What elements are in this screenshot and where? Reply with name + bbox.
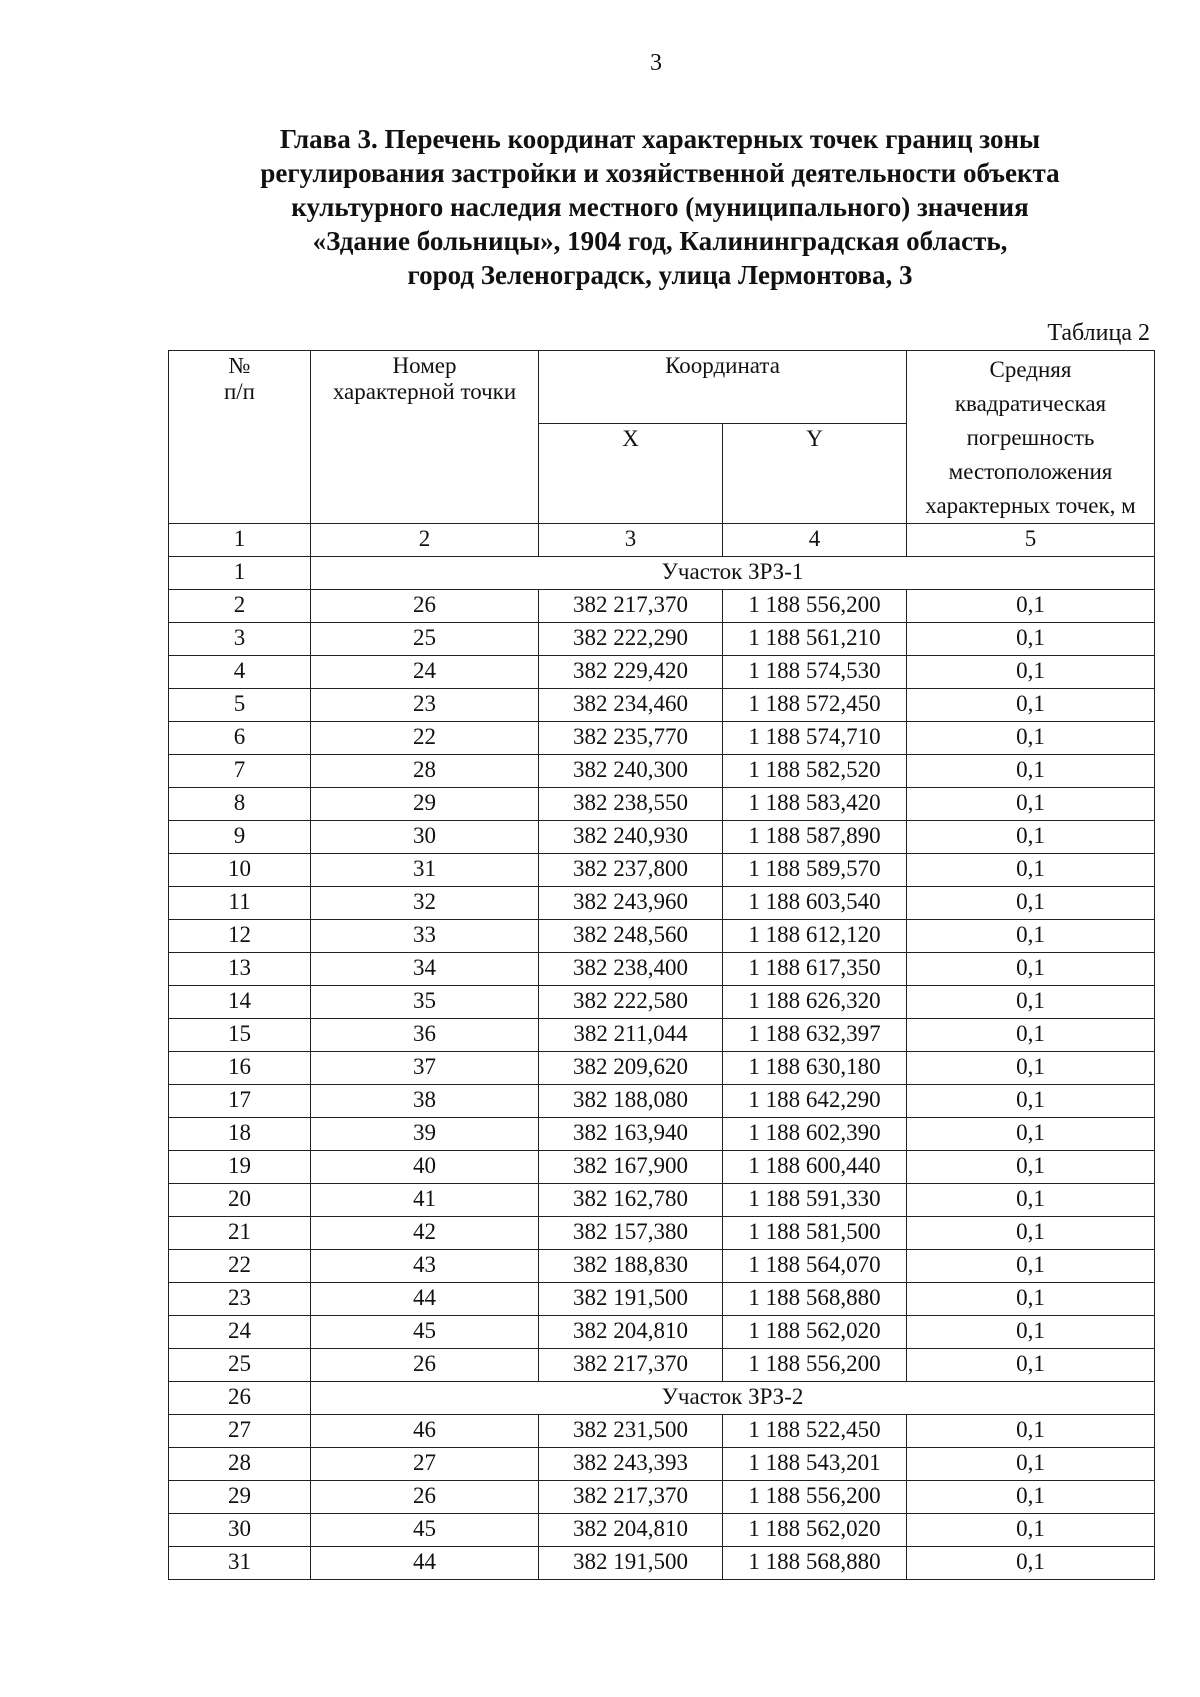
row-number: 13 xyxy=(169,953,311,986)
coord-y: 1 188 568,880 xyxy=(723,1283,907,1316)
coord-x: 382 217,370 xyxy=(539,1481,723,1514)
coord-x: 382 162,780 xyxy=(539,1184,723,1217)
table-row xyxy=(169,854,1155,887)
point-number: 37 xyxy=(311,1052,539,1085)
coord-y: 1 188 626,320 xyxy=(723,986,907,1019)
table-row xyxy=(169,1349,1155,1382)
mse-value: 0,1 xyxy=(907,1184,1155,1217)
mse-value: 0,1 xyxy=(907,1514,1155,1547)
header-coordinate: Координата xyxy=(539,351,907,424)
mse-value: 0,1 xyxy=(907,1250,1155,1283)
mse-value: 0,1 xyxy=(907,821,1155,854)
point-number: 44 xyxy=(311,1547,539,1580)
point-number: 36 xyxy=(311,1019,539,1052)
point-number: 23 xyxy=(311,689,539,722)
coord-y: 1 188 630,180 xyxy=(723,1052,907,1085)
table-row xyxy=(169,1283,1155,1316)
point-number: 30 xyxy=(311,821,539,854)
coord-y: 1 188 562,020 xyxy=(723,1514,907,1547)
row-number: 4 xyxy=(169,656,311,689)
coord-x: 382 248,560 xyxy=(539,920,723,953)
coord-y: 1 188 602,390 xyxy=(723,1118,907,1151)
table-row xyxy=(169,986,1155,1019)
heading-line: город Зеленоградск, улица Лермонтова, 3 xyxy=(407,260,913,290)
coord-x: 382 240,930 xyxy=(539,821,723,854)
coordinates-table xyxy=(168,350,1155,1580)
coord-x: 382 204,810 xyxy=(539,1316,723,1349)
table-row xyxy=(169,1547,1155,1580)
coord-x: 382 217,370 xyxy=(539,590,723,623)
header-num: № п/п xyxy=(169,351,311,524)
header-y: Y xyxy=(723,423,907,524)
table-row xyxy=(169,1184,1155,1217)
mse-value: 0,1 xyxy=(907,623,1155,656)
mse-value: 0,1 xyxy=(907,986,1155,1019)
mse-value: 0,1 xyxy=(907,788,1155,821)
document-heading xyxy=(180,122,1140,292)
coord-x: 382 209,620 xyxy=(539,1052,723,1085)
mse-value: 0,1 xyxy=(907,755,1155,788)
heading-line: Глава 3. Перечень координат характерных точек границ зоны xyxy=(279,124,1041,154)
mse-value: 0,1 xyxy=(907,1481,1155,1514)
point-number: 33 xyxy=(311,920,539,953)
point-number: 22 xyxy=(311,722,539,755)
table-row xyxy=(169,887,1155,920)
coord-x: 382 234,460 xyxy=(539,689,723,722)
row-number: 17 xyxy=(169,1085,311,1118)
point-number: 25 xyxy=(311,623,539,656)
header-point: Номер характерной точки xyxy=(311,351,539,524)
coord-y: 1 188 562,020 xyxy=(723,1316,907,1349)
point-number: 27 xyxy=(311,1448,539,1481)
coord-x: 382 222,290 xyxy=(539,623,723,656)
table-row xyxy=(169,590,1155,623)
coord-y: 1 188 574,530 xyxy=(723,656,907,689)
coord-y: 1 188 587,890 xyxy=(723,821,907,854)
row-number: 3 xyxy=(169,623,311,656)
point-number: 41 xyxy=(311,1184,539,1217)
mse-value: 0,1 xyxy=(907,1415,1155,1448)
coord-x: 382 157,380 xyxy=(539,1217,723,1250)
mse-value: 0,1 xyxy=(907,854,1155,887)
mse-value: 0,1 xyxy=(907,920,1155,953)
row-number: 29 xyxy=(169,1481,311,1514)
header-x: X xyxy=(539,423,723,524)
table-row xyxy=(169,1250,1155,1283)
row-number: 9 xyxy=(169,821,311,854)
table-row xyxy=(169,788,1155,821)
row-number: 18 xyxy=(169,1118,311,1151)
mse-value: 0,1 xyxy=(907,1217,1155,1250)
coord-y: 1 188 642,290 xyxy=(723,1085,907,1118)
point-number: 42 xyxy=(311,1217,539,1250)
table-row xyxy=(169,722,1155,755)
point-number: 26 xyxy=(311,1349,539,1382)
row-number: 27 xyxy=(169,1415,311,1448)
table-row xyxy=(169,953,1155,986)
row-number: 28 xyxy=(169,1448,311,1481)
table-row xyxy=(169,821,1155,854)
row-number: 10 xyxy=(169,854,311,887)
coord-y: 1 188 591,330 xyxy=(723,1184,907,1217)
section-title: Участок ЗРЗ-1 xyxy=(311,557,1155,590)
mse-value: 0,1 xyxy=(907,1448,1155,1481)
table-row xyxy=(169,755,1155,788)
coord-x: 382 163,940 xyxy=(539,1118,723,1151)
table-row xyxy=(169,1217,1155,1250)
coord-y: 1 188 600,440 xyxy=(723,1151,907,1184)
mse-value: 0,1 xyxy=(907,1547,1155,1580)
section-title: Участок ЗРЗ-2 xyxy=(311,1382,1155,1415)
coord-y: 1 188 556,200 xyxy=(723,1481,907,1514)
table-row xyxy=(169,689,1155,722)
point-number: 24 xyxy=(311,656,539,689)
column-number: 2 xyxy=(311,524,539,557)
point-number: 34 xyxy=(311,953,539,986)
table-header-row xyxy=(169,351,1155,424)
coord-x: 382 231,500 xyxy=(539,1415,723,1448)
point-number: 43 xyxy=(311,1250,539,1283)
coord-x: 382 191,500 xyxy=(539,1283,723,1316)
table-row xyxy=(169,1118,1155,1151)
table-row xyxy=(169,1415,1155,1448)
row-number: 26 xyxy=(169,1382,311,1415)
row-number: 7 xyxy=(169,755,311,788)
row-number: 11 xyxy=(169,887,311,920)
coord-x: 382 229,420 xyxy=(539,656,723,689)
mse-value: 0,1 xyxy=(907,1052,1155,1085)
table-row xyxy=(169,1481,1155,1514)
point-number: 46 xyxy=(311,1415,539,1448)
coord-y: 1 188 612,120 xyxy=(723,920,907,953)
table-row xyxy=(169,1448,1155,1481)
mse-value: 0,1 xyxy=(907,1019,1155,1052)
mse-value: 0,1 xyxy=(907,953,1155,986)
coord-y: 1 188 603,540 xyxy=(723,887,907,920)
point-number: 26 xyxy=(311,1481,539,1514)
point-number: 32 xyxy=(311,887,539,920)
point-number: 44 xyxy=(311,1283,539,1316)
header-mse: Средняя квадратическая погрешность местоположения характерных точек, м xyxy=(907,351,1155,524)
column-number-row xyxy=(169,524,1155,557)
row-number: 2 xyxy=(169,590,311,623)
point-number: 45 xyxy=(311,1316,539,1349)
mse-value: 0,1 xyxy=(907,722,1155,755)
coord-y: 1 188 568,880 xyxy=(723,1547,907,1580)
mse-value: 0,1 xyxy=(907,1118,1155,1151)
table-row xyxy=(169,623,1155,656)
mse-value: 0,1 xyxy=(907,1349,1155,1382)
table-row xyxy=(169,1316,1155,1349)
row-number: 14 xyxy=(169,986,311,1019)
coord-x: 382 211,044 xyxy=(539,1019,723,1052)
coord-y: 1 188 574,710 xyxy=(723,722,907,755)
row-number: 24 xyxy=(169,1316,311,1349)
mse-value: 0,1 xyxy=(907,590,1155,623)
mse-value: 0,1 xyxy=(907,1085,1155,1118)
coord-y: 1 188 572,450 xyxy=(723,689,907,722)
section-row xyxy=(169,557,1155,590)
row-number: 21 xyxy=(169,1217,311,1250)
coord-x: 382 243,960 xyxy=(539,887,723,920)
row-number: 30 xyxy=(169,1514,311,1547)
coord-x: 382 240,300 xyxy=(539,755,723,788)
coord-y: 1 188 589,570 xyxy=(723,854,907,887)
page-number: 3 xyxy=(650,50,662,76)
row-number: 22 xyxy=(169,1250,311,1283)
point-number: 26 xyxy=(311,590,539,623)
point-number: 39 xyxy=(311,1118,539,1151)
coord-x: 382 222,580 xyxy=(539,986,723,1019)
column-number: 4 xyxy=(723,524,907,557)
table-row xyxy=(169,1514,1155,1547)
coord-y: 1 188 632,397 xyxy=(723,1019,907,1052)
coord-x: 382 237,800 xyxy=(539,854,723,887)
heading-line: «Здание больницы», 1904 год, Калининградская область, xyxy=(312,226,1008,256)
point-number: 45 xyxy=(311,1514,539,1547)
row-number: 25 xyxy=(169,1349,311,1382)
coord-y: 1 188 581,500 xyxy=(723,1217,907,1250)
point-number: 40 xyxy=(311,1151,539,1184)
row-number: 20 xyxy=(169,1184,311,1217)
coord-x: 382 191,500 xyxy=(539,1547,723,1580)
heading-line: культурного наследия местного (муниципального) значения xyxy=(291,192,1029,222)
coord-y: 1 188 617,350 xyxy=(723,953,907,986)
heading-line: регулирования застройки и хозяйственной деятельности объекта xyxy=(260,158,1060,188)
mse-value: 0,1 xyxy=(907,656,1155,689)
coord-x: 382 188,830 xyxy=(539,1250,723,1283)
row-number: 23 xyxy=(169,1283,311,1316)
table-row xyxy=(169,1151,1155,1184)
mse-value: 0,1 xyxy=(907,689,1155,722)
coord-y: 1 188 543,201 xyxy=(723,1448,907,1481)
column-number: 1 xyxy=(169,524,311,557)
column-number: 3 xyxy=(539,524,723,557)
coord-x: 382 235,770 xyxy=(539,722,723,755)
table-row xyxy=(169,1085,1155,1118)
coord-y: 1 188 522,450 xyxy=(723,1415,907,1448)
coord-y: 1 188 556,200 xyxy=(723,1349,907,1382)
coord-x: 382 238,550 xyxy=(539,788,723,821)
mse-value: 0,1 xyxy=(907,1283,1155,1316)
point-number: 38 xyxy=(311,1085,539,1118)
coord-y: 1 188 556,200 xyxy=(723,590,907,623)
coord-x: 382 243,393 xyxy=(539,1448,723,1481)
row-number: 12 xyxy=(169,920,311,953)
section-row xyxy=(169,1382,1155,1415)
coord-x: 382 204,810 xyxy=(539,1514,723,1547)
point-number: 31 xyxy=(311,854,539,887)
table-row xyxy=(169,656,1155,689)
coord-y: 1 188 583,420 xyxy=(723,788,907,821)
row-number: 1 xyxy=(169,557,311,590)
coord-x: 382 167,900 xyxy=(539,1151,723,1184)
row-number: 8 xyxy=(169,788,311,821)
table-row xyxy=(169,920,1155,953)
mse-value: 0,1 xyxy=(907,1316,1155,1349)
row-number: 6 xyxy=(169,722,311,755)
coord-y: 1 188 582,520 xyxy=(723,755,907,788)
point-number: 35 xyxy=(311,986,539,1019)
column-number: 5 xyxy=(907,524,1155,557)
coord-x: 382 188,080 xyxy=(539,1085,723,1118)
coord-y: 1 188 561,210 xyxy=(723,623,907,656)
row-number: 5 xyxy=(169,689,311,722)
row-number: 15 xyxy=(169,1019,311,1052)
mse-value: 0,1 xyxy=(907,887,1155,920)
coord-x: 382 217,370 xyxy=(539,1349,723,1382)
row-number: 16 xyxy=(169,1052,311,1085)
point-number: 29 xyxy=(311,788,539,821)
table-row xyxy=(169,1019,1155,1052)
point-number: 28 xyxy=(311,755,539,788)
mse-value: 0,1 xyxy=(907,1151,1155,1184)
table-row xyxy=(169,1052,1155,1085)
row-number: 19 xyxy=(169,1151,311,1184)
coord-x: 382 238,400 xyxy=(539,953,723,986)
table-caption: Таблица 2 xyxy=(1047,320,1150,346)
row-number: 31 xyxy=(169,1547,311,1580)
coord-y: 1 188 564,070 xyxy=(723,1250,907,1283)
